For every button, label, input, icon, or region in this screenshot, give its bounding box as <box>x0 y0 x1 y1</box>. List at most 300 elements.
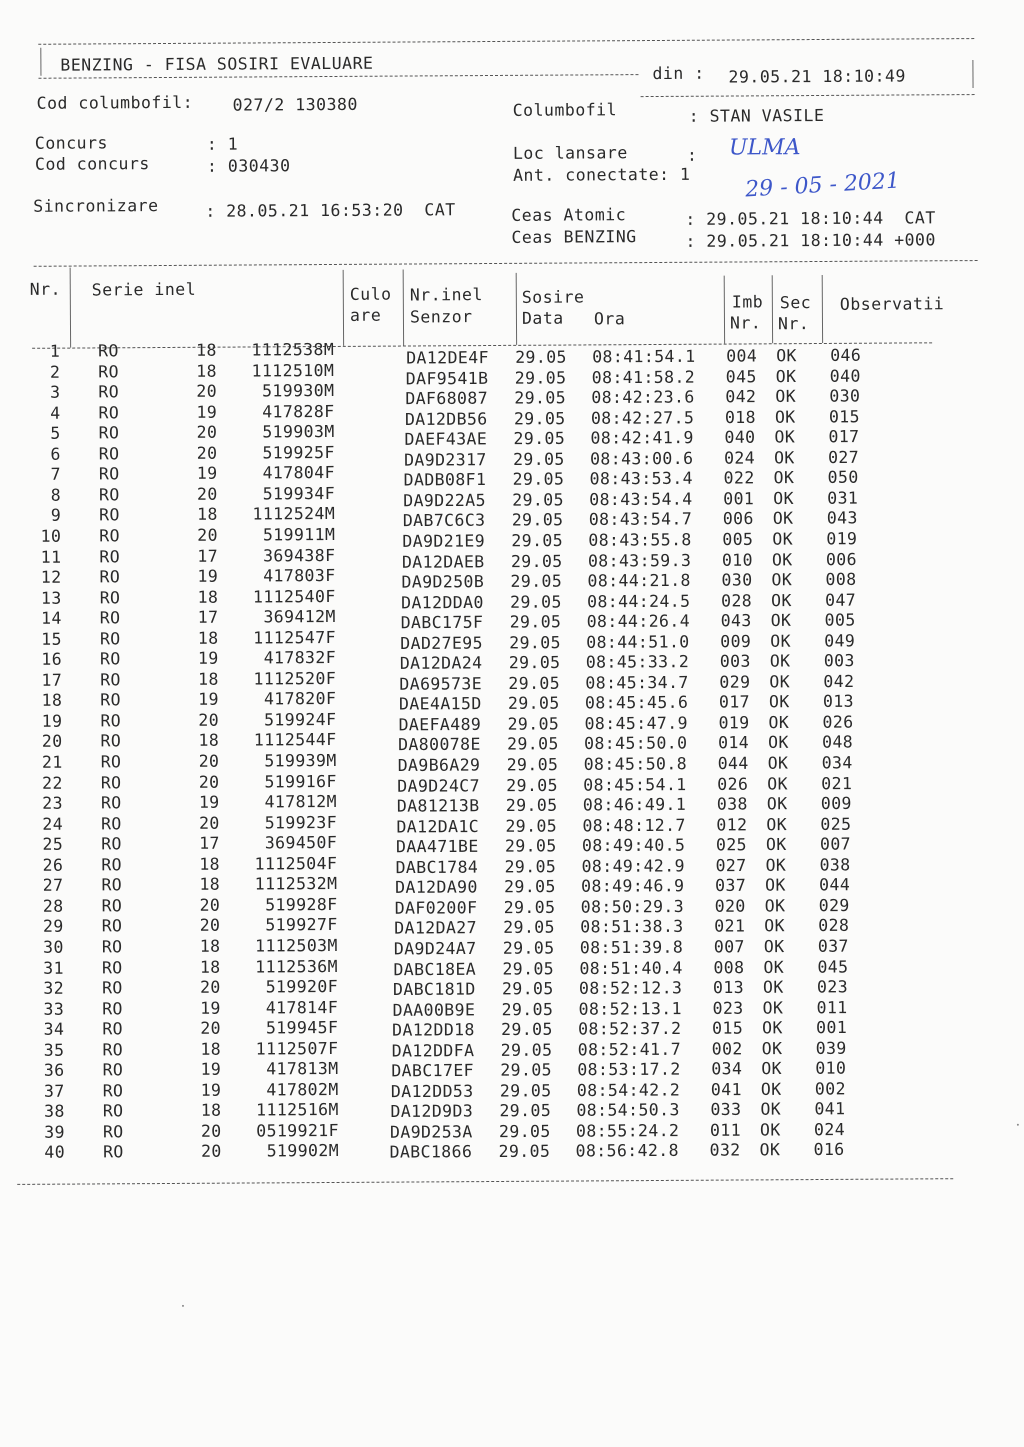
row-ring-number: 519924F <box>264 709 337 730</box>
row-imb-nr: 023 <box>712 998 744 1018</box>
row-sec-status: OK <box>773 488 794 508</box>
row-country: RO <box>99 628 121 649</box>
row-year: 19 <box>197 648 219 669</box>
row-sensor: DAF68087 <box>405 388 489 409</box>
row-year: 18 <box>198 669 219 689</box>
row-time: 08:44:26.4 <box>586 611 691 632</box>
row-country: RO <box>102 1081 124 1101</box>
ceas-atomic-label: Ceas Atomic <box>511 205 627 225</box>
cod-columbofil-value: 027/2 130380 <box>232 94 358 115</box>
row-time: 08:52:37.2 <box>578 1019 682 1039</box>
row-sensor: DA12DA24 <box>399 653 483 674</box>
row-ring-number: 519945F <box>265 1018 339 1038</box>
columbofil-value: : STAN VASILE <box>688 105 825 126</box>
row-number: 23 <box>42 793 63 813</box>
row-sec-status: OK <box>768 712 790 732</box>
row-date: 29.05 <box>502 958 555 979</box>
row-ring-number: 1112547F <box>253 627 336 648</box>
row-sec-status: OK <box>766 814 788 834</box>
row-ring-number: 417802M <box>266 1079 339 1100</box>
row-ring-number: 417804F <box>262 463 335 483</box>
row-country: RO <box>101 957 123 977</box>
row-ring-number: 1112507F <box>255 1038 339 1059</box>
row-number: 37 <box>43 1081 65 1101</box>
ceas-benzing-label: Ceas BENZING <box>511 227 637 247</box>
row-sensor: DA12DD18 <box>392 1020 475 1040</box>
row-sec-status: OK <box>767 753 789 773</box>
row-date: 29.05 <box>511 510 564 530</box>
ceas-benzing-value: : 29.05.21 18:10:44 +000 <box>685 230 936 251</box>
row-observatii: 031 <box>827 488 859 508</box>
row-time: 08:44:24.5 <box>587 591 691 611</box>
scan-speck <box>1017 1124 1019 1126</box>
row-date: 29.05 <box>506 755 559 775</box>
row-sensor: DA12DB56 <box>404 409 488 429</box>
row-imb-nr: 006 <box>722 509 754 529</box>
row-imb-nr: 011 <box>709 1120 742 1140</box>
row-year: 18 <box>200 1101 222 1121</box>
row-observatii: 047 <box>825 590 857 610</box>
row-number: 17 <box>41 670 63 690</box>
col-header-nr-inel: Nr.inel <box>409 285 483 305</box>
row-year: 20 <box>200 1121 222 1141</box>
row-imb-nr: 034 <box>711 1059 743 1079</box>
row-date: 29.05 <box>507 734 559 754</box>
row-ring-number: 1112538M <box>251 339 335 360</box>
row-country: RO <box>99 567 121 587</box>
col-header-imb: Imb <box>731 292 764 312</box>
row-time: 08:45:33.2 <box>585 652 690 672</box>
row-time: 08:54:42.2 <box>576 1080 681 1100</box>
ant-conectate: Ant. conectate: 1 <box>513 164 691 185</box>
row-sensor: DA12DAEB <box>401 551 485 572</box>
row-time: 08:52:13.1 <box>578 998 682 1019</box>
row-ring-number: 417828F <box>262 401 335 422</box>
row-country: RO <box>101 978 123 998</box>
row-sec-status: OK <box>769 651 791 671</box>
row-sensor: DA12DD53 <box>390 1081 474 1101</box>
row-number: 3 <box>49 382 61 402</box>
row-observatii: 029 <box>818 895 850 915</box>
row-ring-number: 417813M <box>266 1059 339 1079</box>
row-date: 29.05 <box>505 795 558 816</box>
row-time: 08:45:45.6 <box>584 693 689 713</box>
row-country: RO <box>98 464 120 484</box>
row-observatii: 007 <box>819 834 852 854</box>
row-country: RO <box>98 361 120 381</box>
row-sensor: DABC175F <box>400 612 484 633</box>
row-number: 8 <box>50 485 62 505</box>
row-observatii: 042 <box>823 671 855 691</box>
row-year: 20 <box>196 381 218 401</box>
row-date: 29.05 <box>510 592 562 612</box>
row-ring-number: 1112520F <box>253 668 337 689</box>
row-year: 19 <box>198 690 220 710</box>
col-header-observatii: Observatii <box>839 294 945 314</box>
row-sensor: DAE4A15D <box>398 694 482 714</box>
row-country: RO <box>101 896 123 916</box>
row-year: 18 <box>197 587 219 607</box>
row-imb-nr: 010 <box>721 550 754 570</box>
row-country: RO <box>101 937 123 957</box>
row-country: RO <box>99 546 121 566</box>
row-ring-number: 519939M <box>264 750 337 771</box>
col-header-sec-nr: Nr. <box>777 314 810 334</box>
row-ring-number: 417812M <box>264 792 337 812</box>
row-year: 20 <box>196 422 218 442</box>
row-observatii: 016 <box>813 1140 845 1160</box>
cod-concurs-label: Cod concurs <box>34 154 150 174</box>
row-country: RO <box>101 875 123 895</box>
row-time: 08:44:21.8 <box>587 570 691 591</box>
row-imb-nr: 040 <box>724 427 756 448</box>
row-sensor: DA12DA1C <box>396 816 480 837</box>
row-imb-nr: 005 <box>722 529 754 549</box>
row-sec-status: OK <box>770 610 792 631</box>
row-ring-number: 369438F <box>262 545 336 565</box>
row-number: 22 <box>42 773 63 793</box>
row-sec-status: OK <box>761 1059 783 1079</box>
col-header-sosire: Sosire <box>521 287 585 307</box>
row-ring-number: 369412M <box>263 607 336 627</box>
row-country: RO <box>99 505 120 525</box>
table-bottom-rule <box>17 1178 953 1185</box>
row-observatii: 045 <box>817 956 849 977</box>
row-sensor: DA9D24A7 <box>393 938 477 959</box>
row-sensor: DABC181D <box>392 979 476 1000</box>
row-time: 08:43:00.6 <box>590 448 694 469</box>
row-date: 29.05 <box>508 653 561 673</box>
row-number: 2 <box>49 362 61 382</box>
row-time: 08:42:23.6 <box>591 387 695 408</box>
cod-concurs-value: : 030430 <box>206 156 291 176</box>
row-imb-nr: 038 <box>716 794 748 814</box>
row-imb-nr: 025 <box>715 835 748 855</box>
row-ring-number: 1112536M <box>255 956 338 976</box>
row-year: 18 <box>199 957 221 977</box>
row-year: 18 <box>197 505 218 525</box>
loc-lansare-sep: : <box>686 145 698 165</box>
row-date: 29.05 <box>514 388 567 408</box>
row-year: 19 <box>200 1080 222 1100</box>
row-imb-nr: 003 <box>719 651 751 672</box>
ceas-atomic-value: : 29.05.21 18:10:44 CAT <box>685 208 936 229</box>
row-sec-status: OK <box>763 957 785 977</box>
row-date: 29.05 <box>508 673 561 693</box>
row-number: 29 <box>42 917 64 937</box>
row-date: 29.05 <box>504 836 557 856</box>
row-time: 08:45:34.7 <box>585 672 689 693</box>
row-observatii: 025 <box>820 814 852 834</box>
row-country: RO <box>100 772 122 792</box>
row-imb-nr: 032 <box>709 1140 741 1161</box>
row-ring-number: 519903M <box>262 422 335 442</box>
row-imb-nr: 020 <box>714 896 746 916</box>
row-year: 18 <box>199 874 221 895</box>
row-sec-status: OK <box>760 1079 782 1099</box>
row-observatii: 017 <box>828 427 860 447</box>
row-country: RO <box>98 402 120 423</box>
row-imb-nr: 033 <box>710 1100 742 1120</box>
row-country: RO <box>98 485 120 505</box>
handwritten-date: 29 - 05 - 2021 <box>744 168 901 203</box>
row-number: 6 <box>50 444 61 464</box>
row-observatii: 009 <box>820 793 852 814</box>
row-time: 08:49:42.9 <box>581 856 685 876</box>
row-sec-status: OK <box>762 977 784 997</box>
row-imb-nr: 044 <box>717 753 749 774</box>
row-date: 29.05 <box>510 571 563 591</box>
row-observatii: 039 <box>815 1038 847 1058</box>
row-imb-nr: 022 <box>723 468 755 488</box>
row-number: 28 <box>42 896 64 916</box>
row-observatii: 001 <box>816 1018 848 1038</box>
row-observatii: 049 <box>824 630 856 651</box>
row-number: 38 <box>44 1101 65 1122</box>
row-time: 08:43:59.3 <box>587 550 692 571</box>
row-country: RO <box>102 998 123 1018</box>
row-number: 24 <box>42 814 64 834</box>
row-country: RO <box>98 444 120 464</box>
col-header-senzor: Senzor <box>409 307 473 327</box>
col-divider-imb <box>724 276 725 344</box>
row-sec-status: OK <box>773 468 795 488</box>
scan-speck <box>182 1305 184 1307</box>
row-sec-status: OK <box>772 509 794 529</box>
col-header-data: Data <box>521 308 564 328</box>
row-sec-status: OK <box>770 631 791 651</box>
row-ring-number: 1112540F <box>252 586 336 607</box>
row-sensor: DA9D253A <box>389 1122 473 1142</box>
col-divider-culoare-left <box>343 270 344 346</box>
row-sec-status: OK <box>759 1140 781 1160</box>
row-year: 18 <box>198 731 220 751</box>
din-label: din : <box>652 63 705 84</box>
row-imb-nr: 037 <box>715 876 747 896</box>
row-date: 29.05 <box>505 816 558 836</box>
row-number: 15 <box>41 629 62 649</box>
row-observatii: 003 <box>823 651 855 671</box>
row-sec-status: OK <box>762 998 784 1018</box>
row-number: 36 <box>43 1060 65 1081</box>
row-ring-number: 519934F <box>262 483 336 504</box>
row-country: RO <box>98 423 120 443</box>
row-sensor: DAF9541B <box>405 368 489 388</box>
row-imb-nr: 027 <box>715 855 747 875</box>
row-observatii: 046 <box>830 345 862 365</box>
row-time: 08:43:54.7 <box>588 509 693 530</box>
row-date: 29.05 <box>510 551 563 571</box>
row-imb-nr: 041 <box>710 1079 742 1099</box>
row-sensor: DA12DA90 <box>395 877 478 898</box>
row-country: RO <box>98 382 120 402</box>
row-time: 08:56:42.8 <box>575 1141 679 1161</box>
row-country: RO <box>102 1019 124 1039</box>
row-date: 29.05 <box>513 408 566 428</box>
row-ring-number: 417820F <box>263 689 337 709</box>
col-header-sec: Sec <box>779 293 812 313</box>
row-time: 08:53:17.2 <box>577 1059 681 1080</box>
col-header-serie-inel: Serie inel <box>91 279 197 300</box>
row-imb-nr: 028 <box>721 590 753 611</box>
row-time: 08:48:12.7 <box>582 815 686 835</box>
row-time: 08:49:46.9 <box>581 876 685 897</box>
row-time: 08:42:27.5 <box>590 407 695 428</box>
row-sec-status: OK <box>771 570 793 590</box>
row-date: 29.05 <box>514 367 567 388</box>
row-sec-status: OK <box>771 590 792 610</box>
row-ring-number: 519916F <box>264 771 337 791</box>
row-sec-status: OK <box>762 1018 783 1038</box>
row-year: 19 <box>200 998 221 1018</box>
row-sec-status: OK <box>759 1120 781 1140</box>
row-time: 08:45:50.8 <box>583 754 688 774</box>
row-year: 18 <box>199 854 221 874</box>
row-sensor: DA12DDFA <box>391 1040 475 1061</box>
row-sec-status: OK <box>768 733 789 753</box>
col-header-nr: Nr. <box>29 279 62 299</box>
row-imb-nr: 007 <box>713 937 745 957</box>
col-divider-culoare-right <box>403 270 404 346</box>
row-observatii: 015 <box>828 406 860 427</box>
row-time: 08:43:55.8 <box>588 530 692 550</box>
row-number: 25 <box>42 834 64 854</box>
row-year: 19 <box>198 792 220 812</box>
row-observatii: 021 <box>821 773 853 793</box>
row-sec-status: OK <box>765 875 786 895</box>
row-imb-nr: 008 <box>713 957 745 977</box>
row-sensor: DA9D250B <box>401 572 485 592</box>
row-sec-status: OK <box>760 1099 782 1120</box>
row-time: 08:45:54.1 <box>583 774 687 795</box>
row-imb-nr: 017 <box>718 692 751 712</box>
row-imb-nr: 001 <box>723 488 755 509</box>
row-number: 31 <box>43 958 64 978</box>
row-country: RO <box>100 793 122 813</box>
header-left-border <box>40 48 41 76</box>
row-date: 29.05 <box>498 1121 551 1142</box>
row-ring-number: 417814F <box>265 997 339 1017</box>
col-divider-nr <box>70 268 71 348</box>
row-sec-status: OK <box>764 896 786 916</box>
row-sensor: DAF0200F <box>394 898 478 918</box>
row-observatii: 027 <box>828 447 860 467</box>
col-header-are: are <box>349 305 382 325</box>
row-number: 13 <box>40 588 62 608</box>
row-imb-nr: 026 <box>717 774 749 794</box>
row-time: 08:51:39.8 <box>579 937 684 958</box>
row-sec-status: OK <box>768 692 790 712</box>
header-bottom-rule <box>641 94 975 97</box>
row-country: RO <box>100 813 122 834</box>
row-time: 08:50:29.3 <box>580 896 685 917</box>
row-country: RO <box>100 731 122 751</box>
row-observatii: 013 <box>822 692 855 712</box>
row-number: 27 <box>42 875 64 896</box>
row-country: RO <box>100 752 122 772</box>
row-ring-number: 1112504F <box>254 853 338 874</box>
table-top-rule <box>34 260 978 267</box>
row-sensor: DA80078E <box>398 735 481 755</box>
col-header-culo: Culo <box>349 284 392 304</box>
row-sec-status: OK <box>765 855 787 875</box>
row-imb-nr: 045 <box>725 366 757 386</box>
row-date: 29.05 <box>513 449 565 469</box>
row-sec-status: OK <box>771 549 793 569</box>
row-date: 29.05 <box>501 979 554 999</box>
row-sec-status: OK <box>774 427 796 447</box>
row-time: 08:51:38.3 <box>580 917 684 937</box>
row-observatii: 048 <box>822 732 854 753</box>
row-time: 08:45:47.9 <box>584 713 688 734</box>
row-country: RO <box>102 1101 124 1121</box>
row-imb-nr: 009 <box>720 631 752 651</box>
row-sensor: DA69573E <box>399 673 483 694</box>
row-country: RO <box>102 1122 124 1142</box>
row-imb-nr: 042 <box>725 387 757 407</box>
row-ring-number: 519902M <box>266 1141 340 1161</box>
header-mid-rule <box>38 74 638 79</box>
row-sensor: DABC1784 <box>395 857 479 877</box>
row-country: RO <box>101 916 123 936</box>
row-date: 29.05 <box>501 999 554 1019</box>
row-year: 19 <box>200 1059 222 1080</box>
row-date: 29.05 <box>515 347 567 367</box>
row-time: 08:51:40.4 <box>579 957 683 978</box>
row-sec-status: OK <box>769 672 791 692</box>
columbofil-label: Columbofil <box>512 100 618 120</box>
row-ring-number: 519930M <box>261 381 335 401</box>
row-year: 20 <box>199 895 221 915</box>
row-observatii: 023 <box>816 977 849 997</box>
row-sensor: DABC1866 <box>389 1142 473 1163</box>
row-number: 7 <box>50 464 61 484</box>
handwritten-place: ULMA <box>728 135 801 161</box>
row-sec-status: OK <box>761 1038 783 1058</box>
row-country: RO <box>100 711 122 731</box>
row-imb-nr: 002 <box>711 1039 743 1059</box>
cod-columbofil-label: Cod columbofil: <box>36 92 194 113</box>
row-year: 17 <box>199 833 220 853</box>
row-time: 08:52:41.7 <box>577 1039 682 1060</box>
row-number: 19 <box>41 711 63 731</box>
row-date: 29.05 <box>503 917 556 938</box>
row-time: 08:54:50.3 <box>576 1100 680 1121</box>
row-country: RO <box>99 649 121 669</box>
loc-lansare-label: Loc lansare <box>512 143 628 163</box>
row-sensor: DA9D2317 <box>404 449 487 470</box>
row-sensor: DABC18EA <box>393 959 477 979</box>
row-ring-number: 1112503M <box>255 935 338 956</box>
row-sensor: DA12DA27 <box>394 918 478 938</box>
row-country: RO <box>101 834 122 854</box>
col-divider-obs <box>822 275 823 343</box>
row-ring-number: 519925F <box>262 442 335 463</box>
col-header-ora: Ora <box>593 309 626 329</box>
row-sensor: DA9D21E9 <box>402 531 486 551</box>
row-sensor: DAEF43AE <box>404 429 488 450</box>
row-sensor: DAB7C6C3 <box>402 510 486 531</box>
row-sec-status: OK <box>767 773 788 794</box>
row-year: 19 <box>196 463 218 484</box>
row-sensor: DAEFA489 <box>398 714 482 735</box>
row-number: 10 <box>40 526 62 546</box>
row-time: 08:49:40.5 <box>581 835 686 856</box>
row-number: 32 <box>43 978 65 998</box>
row-sensor: DA12DDA0 <box>401 592 484 612</box>
row-date: 29.05 <box>507 714 560 734</box>
row-year: 20 <box>196 443 218 463</box>
